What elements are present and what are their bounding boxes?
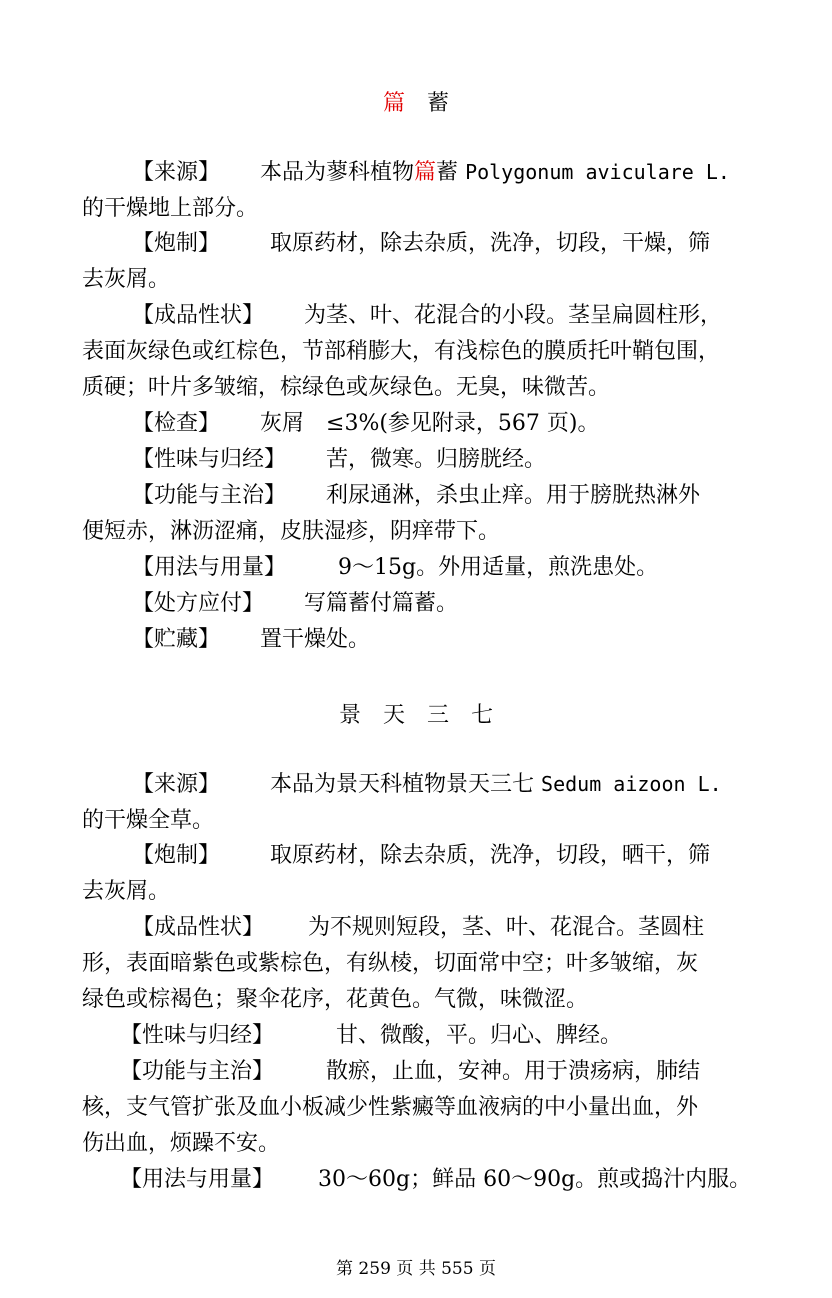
entry-title [0,698,832,729]
section-label: 【处方应付】 [132,591,265,616]
function-paragraph [82,478,752,550]
function-paragraph [82,1054,752,1162]
processing-paragraph [82,226,752,298]
text: 取原药材，除去杂质，洗净，切段，晒干，筛 [270,843,711,868]
text: 30～60g；鲜品 60～90g。煎或捣汁内服。 [318,1167,752,1192]
title-char: 篇 [382,91,405,116]
text: 便短赤，淋沥涩痛，皮肤湿疹，阴痒带下。 [82,519,501,544]
section-label: 【炮制】 [132,843,221,868]
text: 本品为景天科植物景天三七 [270,772,535,797]
section-label: 【成品性状】 [132,303,265,328]
section-label: 【来源】 [132,772,221,797]
processing-paragraph [82,838,752,910]
text: 灰屑 ≤3%(参见附录，567 页)。 [260,411,600,436]
section-label: 【成品性状】 [132,915,265,940]
text: 形，表面暗紫色或紫棕色，有纵棱，切面常中空；叶多皱缩，灰 [82,951,699,976]
check-paragraph [82,406,752,442]
section-label: 【炮制】 [132,231,221,256]
usage-paragraph [82,550,752,586]
prescription-paragraph [82,586,752,622]
text: 质硬；叶片多皱缩，棕绿色或灰绿色。无臭，味微苦。 [82,375,611,400]
highlight-text: 篇 [414,160,437,185]
text: 取原药材，除去杂质，洗净，切段，干燥，筛 [270,231,711,256]
traits-paragraph [82,298,752,406]
page-footer: 第 259 页 共 555 页 [336,1259,496,1279]
section-label: 【功能与主治】 [132,483,287,508]
section-label: 【检查】 [132,411,221,436]
section-label: 【功能与主治】 [120,1059,275,1084]
source-paragraph [82,154,752,227]
nature-paragraph [82,442,752,478]
nature-paragraph [82,1018,752,1054]
text: 甘、微酸，平。归心、脾经。 [336,1023,623,1048]
title-char: 三 [427,703,450,728]
text: 的干燥地上部分。 [82,196,259,221]
text: 9～15g。外用适量，煎洗患处。 [338,555,659,580]
text: 利尿通淋，杀虫止痒。用于膀胱热淋外 [326,483,701,508]
section-label: 【来源】 [132,160,221,185]
text: 绿色或棕褐色；聚伞花序，花黄色。气微，味微涩。 [82,987,589,1012]
title-char: 景 [338,703,361,728]
text: 伤出血，烦躁不安。 [82,1131,281,1156]
text: 苦，微寒。归膀胱经。 [326,447,547,472]
text: 核，支气管扩张及血小板减少性紫癜等血液病的中小量出血，外 [82,1095,699,1120]
source-paragraph [82,766,752,839]
text: 为不规则短段，茎、叶、花混合。茎圆柱 [308,915,705,940]
text: 的干燥全草。 [82,808,215,833]
text: 去灰屑。 [82,267,171,292]
traits-paragraph [82,910,752,1018]
text: 蓄 [436,160,459,185]
usage-paragraph [82,1162,752,1198]
title-char: 天 [382,703,405,728]
text: 去灰屑。 [82,879,171,904]
section-label: 【性味与归经】 [132,447,287,472]
section-label: 【用法与用量】 [132,555,287,580]
text: 散瘀，止血，安神。用于溃疡病，肺结 [326,1059,701,1084]
section-label: 【性味与归经】 [120,1023,275,1048]
section-label: 【用法与用量】 [120,1167,275,1192]
latin-name: Sedum aizoon L. [541,772,722,796]
latin-name: Polygonum aviculare L. [465,160,730,184]
section-label: 【贮藏】 [132,627,221,652]
text: 写篇蓄付篇蓄。 [304,591,459,616]
text: 为茎、叶、花混合的小段。茎呈扁圆柱形， [304,303,723,328]
title-char: 七 [471,703,494,728]
entry-title [0,86,832,117]
text: 本品为蓼科植物 [260,160,415,185]
storage-paragraph [82,622,752,658]
text: 置干燥处。 [260,627,371,652]
title-char: 蓄 [427,91,450,116]
text: 表面灰绿色或红棕色，节部稍膨大，有浅棕色的膜质托叶鞘包围， [82,339,721,364]
